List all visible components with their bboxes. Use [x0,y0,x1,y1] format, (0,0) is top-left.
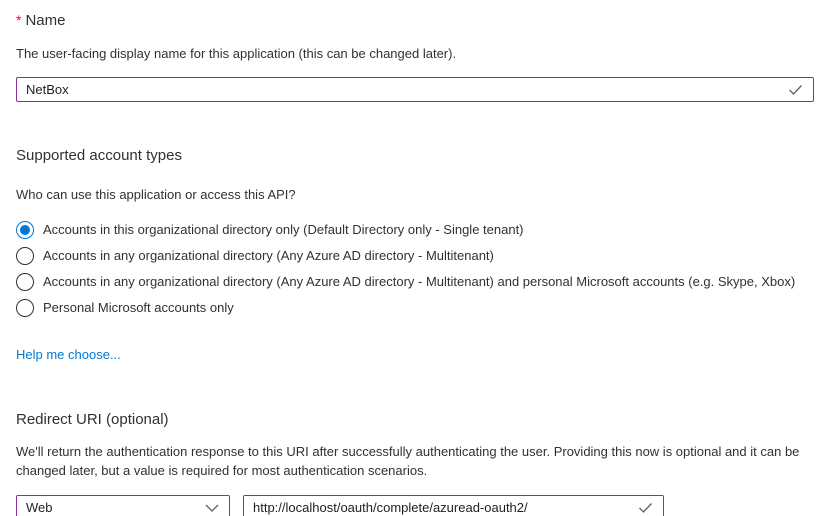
radio-option-multitenant-personal[interactable] [16,269,814,295]
radio-option-label: Accounts in this organizational directory only (Default Directory only - Single tenant) [43,222,524,237]
name-input[interactable] [16,77,814,102]
checkmark-icon [788,84,803,96]
help-me-choose-link[interactable]: Help me choose... [16,347,121,362]
radio-button[interactable] [16,299,34,317]
redirect-uri-input[interactable] [243,495,664,516]
redirect-uri-description: We'll return the authentication response to this URI after successfully authenticating the user. Providing this now is optional and it can be changed later, but a value is required for most authentication scenarios. [16,444,800,478]
redirect-uri-value: http://localhost/oauth/complete/azuread-oauth2/ [253,500,528,515]
radio-option-label: Accounts in any organizational directory (Any Azure AD directory - Multitenant) [43,248,494,263]
account-types-question: Who can use this application or access this API? [16,187,296,202]
account-types-title: Supported account types [16,147,182,164]
platform-select-value: Web [26,500,53,515]
name-description: The user-facing display name for this application (this can be changed later). [16,46,457,61]
redirect-uri-title: Redirect URI (optional) [16,411,169,428]
chevron-down-icon [205,504,219,512]
name-title-text: Name [25,12,66,29]
required-asterisk: * [16,12,22,28]
radio-button[interactable] [16,221,34,239]
radio-option-personal-only[interactable] [16,295,814,321]
radio-option-label: Accounts in any organizational directory (Any Azure AD directory - Multitenant) and personal Microsoft accounts (e.g. Skype, Xbox) [43,274,796,289]
radio-option-single-tenant[interactable] [16,217,814,243]
radio-option-label: Personal Microsoft accounts only [43,300,234,315]
radio-button[interactable] [16,247,34,265]
account-types-radio-group [16,217,814,321]
radio-option-multitenant[interactable] [16,243,814,269]
radio-button[interactable] [16,273,34,291]
redirect-uri-row [16,495,814,516]
name-section-title [16,10,814,31]
name-input-value: NetBox [26,82,69,97]
platform-select[interactable] [16,495,230,516]
checkmark-icon [638,502,653,514]
